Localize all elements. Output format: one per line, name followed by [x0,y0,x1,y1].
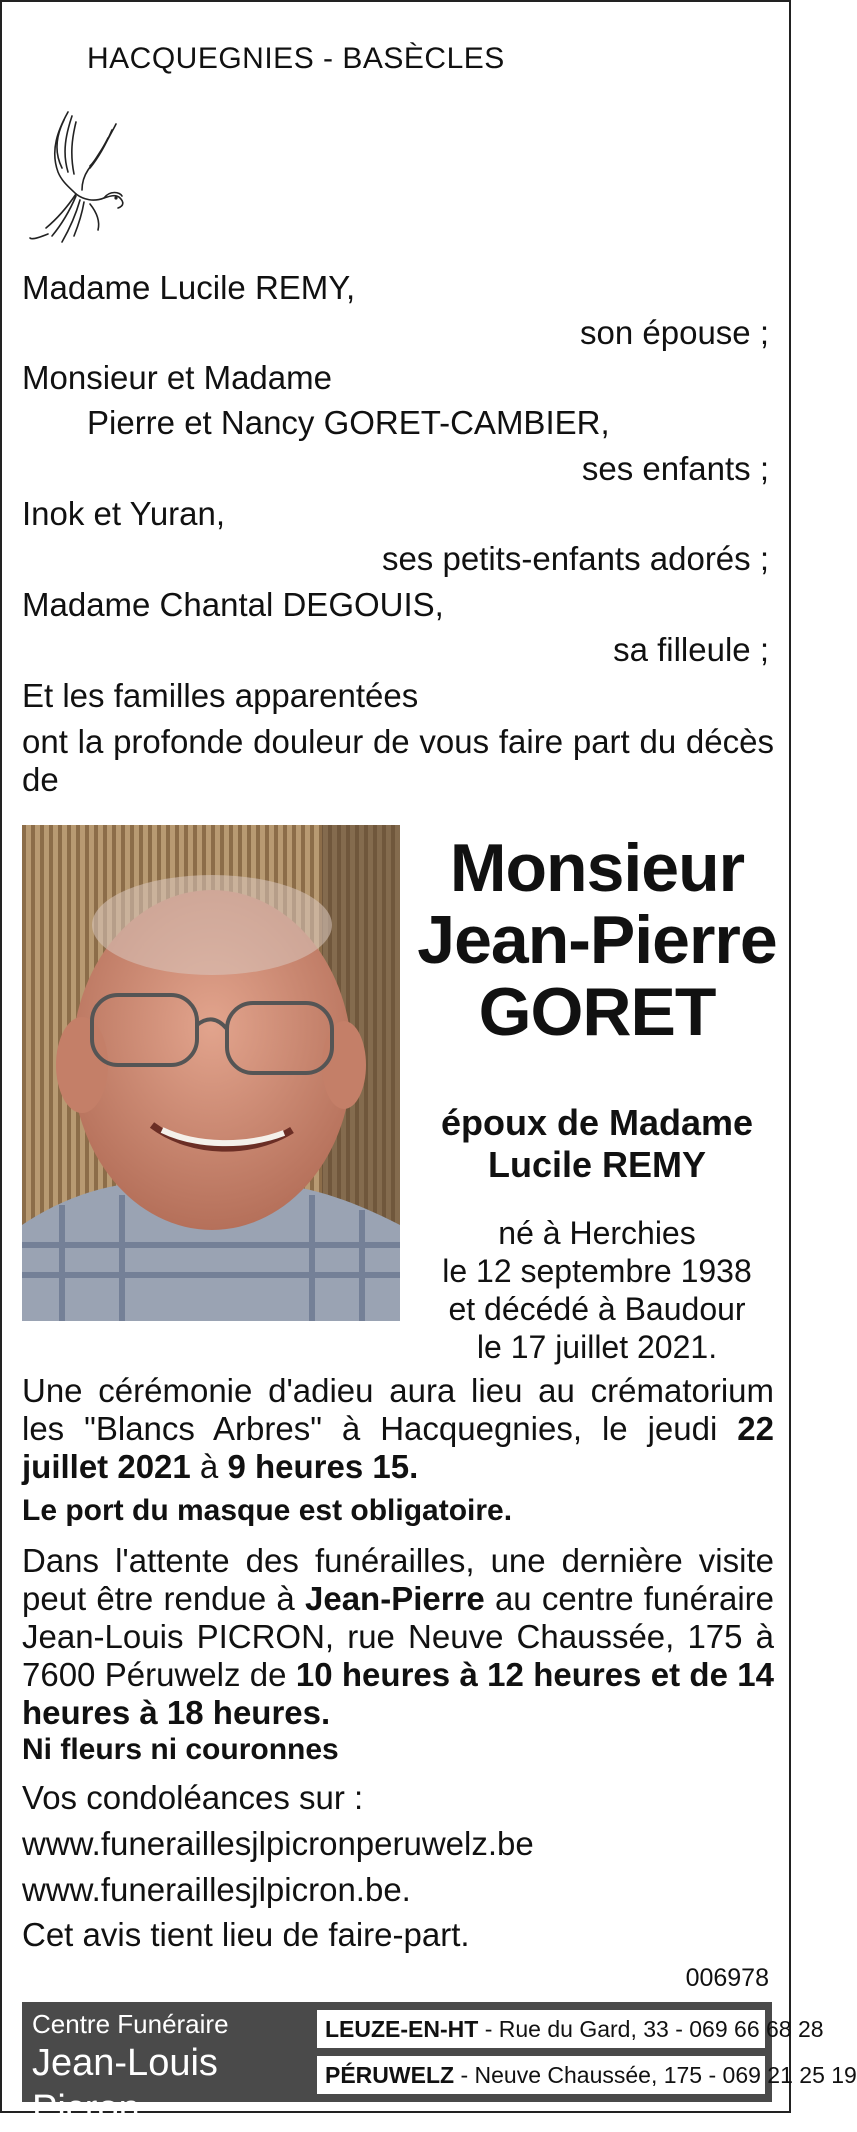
office-2-city: PÉRUWELZ [325,2062,455,2088]
goddaughter-relation: sa filleule ; [613,631,769,668]
born-line-2: le 12 septembre 1938 [442,1253,752,1289]
dates-block [412,1214,782,1366]
no-flowers-notice: Ni fleurs ni couronnes [22,1733,339,1766]
dove-icon [28,110,132,252]
website-link-2[interactable]: www.funeraillesjlpicron.be. [22,1871,411,1908]
funeral-home-footer [22,2002,857,2130]
children-line-2: Pierre et Nancy GORET-CAMBIER, [87,404,610,441]
goddaughter-name: Madame Chantal DEGOUIS, [22,586,444,623]
website-link-1[interactable]: www.funeraillesjlpicronperuwelz.be [22,1825,534,1862]
died-line-1: et décédé à Baudour [448,1291,746,1327]
died-line-2: le 17 juillet 2021. [476,1329,718,1365]
ceremony-paragraph [22,1372,774,1486]
born-line-1: né à Herchies [498,1215,696,1251]
company-name: Jean-Louis Picron [32,2042,218,2130]
announcement: ont la profonde douleur de vous faire part du décès de [22,723,774,798]
visit-name: Jean-Pierre [304,1580,485,1617]
visit-text-b: au centre funéraire Jean-Louis PICRON, rue Neuve Chaussée, 175 à 7600 Péruwelz de [22,1580,775,1693]
location-header: HACQUEGNIES - BASÈCLES [87,42,505,75]
wife-relation: son épouse ; [580,314,769,351]
grandchildren-relation: ses petits-enfants adorés ; [381,540,769,577]
deceased-title: Monsieur [449,830,745,906]
deceased-first-name: Jean-Pierre [417,902,777,978]
ceremony-text-a: Une cérémonie d'adieu aura lieu au crématorium les "Blancs Arbres" à Hacquegnies, le jeudi [22,1372,774,1447]
wife-name: Madame Lucile REMY, [22,269,356,306]
visit-paragraph [22,1542,774,1732]
children-relation: ses enfants ; [581,450,769,487]
children-line-1: Monsieur et Madame [22,359,332,396]
office-peruwelz [317,2056,857,2094]
company-label: Centre Funéraire [32,2009,229,2039]
visit-text-a: Dans l'attente des funérailles, une dernière visite peut être rendue à [22,1542,774,1617]
closing-line: Cet avis tient lieu de faire-part. [22,1916,470,1953]
deceased-photo [22,825,400,1321]
deceased-name-block [412,832,782,1048]
families-line: Et les familles apparentées [22,677,419,714]
office-2-details: - Neuve Chaussée, 175 - 069 21 25 19 [454,2062,857,2088]
visit-hours: 10 heures à 12 heures et de 14 heures à 18 heures. [22,1656,774,1731]
condolences-label: Vos condoléances sur : [22,1779,364,1816]
ceremony-date: 22 juillet 2021 [22,1410,774,1485]
reference-number: 006978 [685,1964,769,1992]
grandchildren-name: Inok et Yuran, [22,495,226,532]
spouse-block [412,1102,782,1186]
ceremony-time: 9 heures 15. [227,1448,419,1485]
spouse-line-1: époux de Madame [440,1102,754,1143]
portrait-image [22,825,400,1321]
deceased-last-name: GORET [478,974,716,1050]
mask-notice: Le port du masque est obligatoire. [22,1494,513,1527]
offices [317,2010,857,2102]
funeral-home-brand [32,2008,322,2132]
office-1-details: - Rue du Gard, 33 - 069 66 68 28 [478,2016,824,2042]
office-leuze [317,2010,824,2048]
ceremony-text-b: à [190,1448,228,1485]
spouse-line-2: Lucile REMY [487,1144,707,1185]
office-1-city: LEUZE-EN-HT [325,2016,479,2042]
